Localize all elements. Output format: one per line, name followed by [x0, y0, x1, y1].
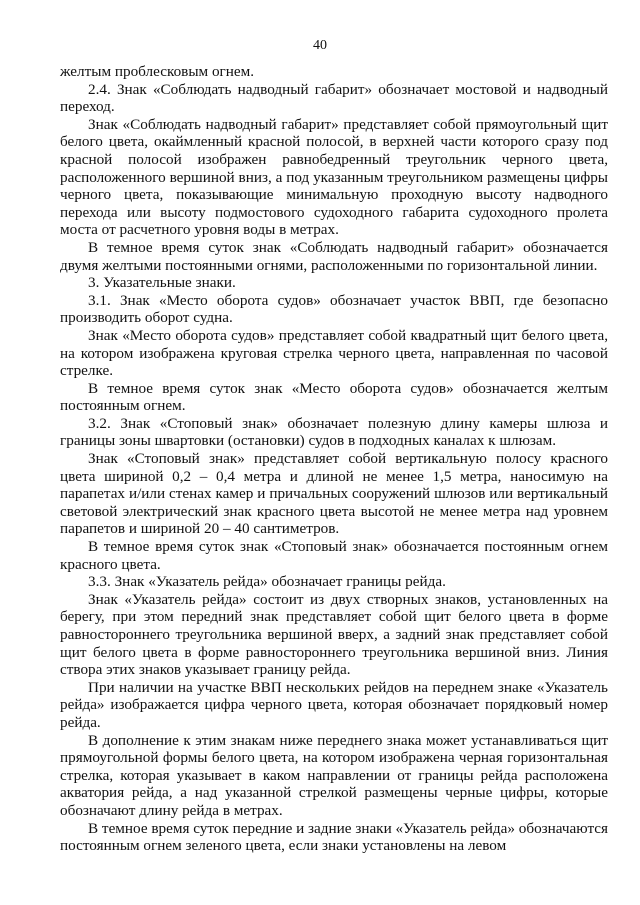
paragraph-3-3-description: Знак «Указатель рейда» состоит из двух створных знаков, установленных на берегу, при этом передний знак представляет собой щит белого цвета в форме равностороннего треугольника вершиной вверх, а задний знак представляет собой щит белого цвета в форме равностороннего треугольника вершиной вниз. Линия створа этих знаков указывает границу рейда. [60, 590, 608, 679]
paragraph-3-1-description: Знак «Место оборота судов» представляет собой квадратный щит белого цвета, на котором изображена круговая стрелка черного цвета, направленная по часовой стрелке. [60, 326, 608, 380]
paragraph-continuation: желтым проблесковым огнем. [60, 63, 255, 80]
paragraph-3-2-description: Знак «Стоповый знак» представляет собой вертикальную полосу красного цвета шириной 0,2 – 0,4 метра и длиной не менее 1,5 метра, наносимую на парапетах и/или стенах камер и причальных сооружений шлюзов или вертикальный световой электрический знак красного цвета высотой не менее метра над уровнем парапетов и шириной 20 – 40 сантиметров. [60, 450, 608, 538]
paragraph-3-1-night: В темное время суток знак «Место оборота судов» обозначается желтым постоянным огнем. [60, 379, 608, 415]
paragraph-2-4-night: В темное время суток знак «Соблюдать надводный габарит» обозначается двумя желтыми постоянными огнями, расположенными по горизонтальной линии. [60, 238, 608, 274]
paragraph-3-3-heading: 3.3. Знак «Указатель рейда» обозначает границы рейда. [88, 573, 446, 591]
paragraph-3-1-heading: 3.1. Знак «Место оборота судов» обозначает участок ВВП, где безопасно производить оборот судна. [60, 291, 608, 327]
paragraph-3-2-night: В темное время суток знак «Стоповый знак» обозначается постоянным огнем красного цвета. [60, 538, 608, 573]
paragraph-3-3-numbering: При наличии на участке ВВП нескольких рейдов на переднем знаке «Указатель рейда» изображается цифра черного цвета, которая обозначает порядковый номер рейда. [60, 678, 608, 731]
paragraph-3-2-heading: 3.2. Знак «Стоповый знак» обозначает полезную длину камеры шлюза и границы зоны швартовки (остановки) судов в подходных каналах к шлюзам. [60, 414, 608, 450]
section-3-heading: 3. Указательные знаки. [88, 274, 236, 292]
paragraph-2-4-description: Знак «Соблюдать надводный габарит» представляет собой прямоугольный щит белого цвета, окаймленный красной полосой, в верхней части которого сразу под красной полосой изображен равнобедренный треугольник черного цвета, расположенного вершиной вниз, а под указанным треугольником размещены цифры черного цвета, показывающие минимальную проходную высоту надводного перехода или высоту подмостового судоходного габарита судоходного пролета моста от расчетного уровня воды в метрах. [60, 115, 608, 239]
page-number: 40 [313, 38, 327, 53]
document-body [60, 63, 608, 855]
paragraph-2-4-heading: 2.4. Знак «Соблюдать надводный габарит» обозначает мостовой и надводный переход. [60, 80, 608, 116]
paragraph-3-3-night: В темное время суток передние и задние знаки «Указатель рейда» обозначаются постоянным огнем зеленого цвета, если знаки установлены на левом [60, 819, 608, 855]
paragraph-3-3-supplement: В дополнение к этим знакам ниже переднего знака может устанавливаться щит прямоугольной формы белого цвета, на котором изображена черная горизонтальная стрелка, которая указывает в каком направлении от границы рейда расположена акватория рейда, а над указанной стрелкой размещены черные цифры, которые обозначают длину рейда в метрах. [60, 731, 608, 819]
